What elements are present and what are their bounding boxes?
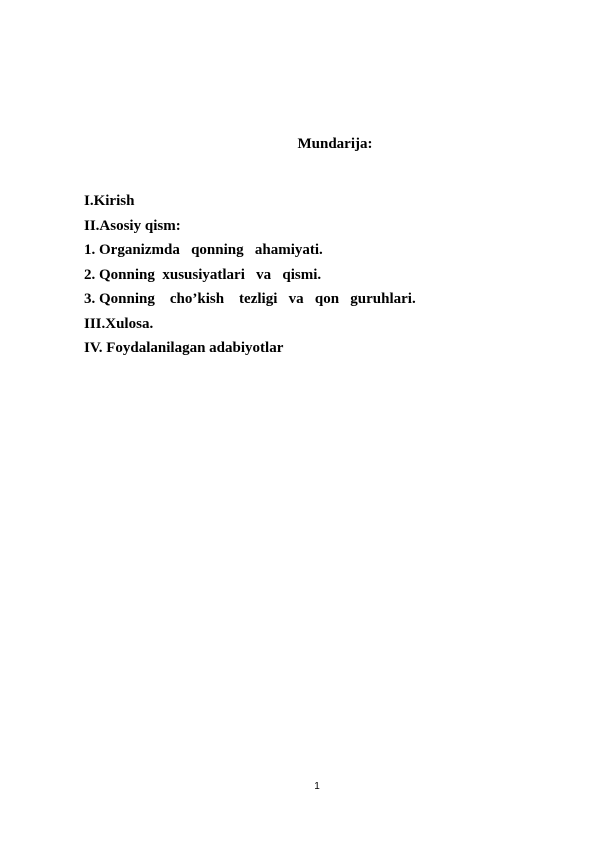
toc-item-introduction: I.Kirish	[84, 193, 135, 209]
toc-item-blood-properties: 2. Qonning xususiyatlari va qismi.	[84, 266, 322, 283]
page-number: 1	[314, 781, 320, 792]
toc-item-main-part: II.Asosiy qism:	[84, 217, 181, 234]
page-title: Mundarija:	[297, 136, 373, 152]
toc-item-conclusion: III.Xulosa.	[84, 315, 154, 332]
toc-item-references: IV. Foydalanilagan adabiyotlar	[84, 340, 284, 356]
toc-item-blood-sedimentation: 3. Qonning cho’kish tezligi va qon guruhlari.	[84, 291, 416, 307]
toc-item-blood-importance: 1. Organizmda qonning ahamiyati.	[84, 242, 323, 258]
table-of-contents	[84, 191, 544, 363]
